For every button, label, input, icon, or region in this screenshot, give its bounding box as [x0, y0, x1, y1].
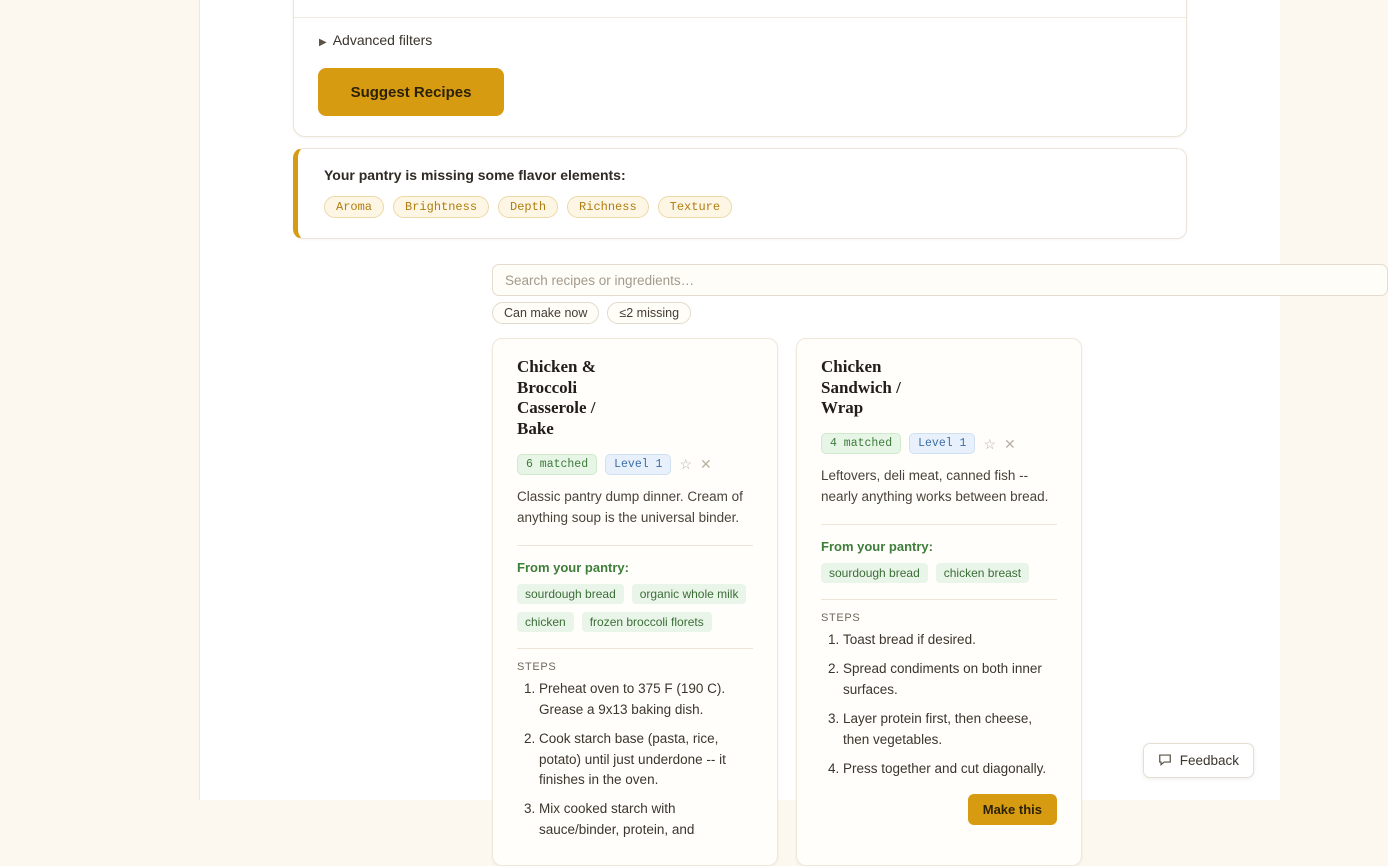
level-badge: Level 1 — [605, 454, 671, 475]
recipe-title: Chicken Sandwich / Wrap — [821, 357, 901, 418]
feedback-button[interactable] — [1143, 743, 1254, 778]
recipe-card[interactable] — [796, 338, 1082, 866]
pantry-tag-list — [821, 563, 1057, 583]
pantry-tag: organic whole milk — [632, 584, 747, 604]
steps-list — [517, 679, 753, 841]
main-content — [200, 0, 1280, 838]
suggest-recipes-button[interactable]: Suggest Recipes — [318, 68, 504, 116]
flavor-chip[interactable]: Texture — [658, 196, 732, 218]
filter-pill-max-two-missing[interactable]: ≤2 missing — [607, 302, 691, 324]
flavor-chip[interactable]: Depth — [498, 196, 558, 218]
recipe-description: Classic pantry dump dinner. Cream of anything soup is the universal binder. — [517, 488, 743, 525]
step-item: 3. Mix cooked starch with sauce/binder, protein, and — [539, 799, 753, 841]
close-icon[interactable]: ✕ — [700, 456, 712, 473]
step-item: 4. Press together and cut diagonally. — [843, 759, 1057, 780]
flavor-chip[interactable]: Aroma — [324, 196, 384, 218]
recipe-card-header — [517, 357, 753, 475]
suggest-form-card — [293, 0, 1187, 137]
recipe-title: Chicken & Broccoli Casserole / Bake — [517, 357, 596, 439]
filter-pill-can-make-now[interactable]: Can make now — [492, 302, 599, 324]
step-item: 2. Spread condiments on both inner surfaces. — [843, 659, 1057, 701]
page-left-margin — [0, 0, 200, 800]
step-item: 2. Cook starch base (pasta, rice, potato) until just underdone -- it finishes in the oven. — [539, 729, 753, 792]
step-item: 1. Toast bread if desired. — [843, 630, 1057, 651]
pantry-tag: sourdough bread — [517, 584, 624, 604]
star-icon[interactable]: ☆ — [983, 435, 996, 452]
pantry-label: From your pantry: — [821, 524, 1057, 554]
speech-bubble-icon — [1158, 752, 1172, 769]
missing-flavors-banner — [293, 148, 1187, 239]
pantry-tag: chicken breast — [936, 563, 1029, 583]
recipe-card-list — [492, 338, 1082, 866]
feedback-label: Feedback — [1179, 753, 1239, 768]
advanced-filters-toggle[interactable] — [294, 17, 1186, 48]
recipe-card-header — [821, 357, 1057, 454]
step-item: 3. Layer protein first, then cheese, then vegetables. — [843, 709, 1057, 751]
level-badge: Level 1 — [909, 433, 975, 454]
flavor-chip[interactable]: Brightness — [393, 196, 489, 218]
pantry-tag: sourdough bread — [821, 563, 928, 583]
close-icon[interactable]: ✕ — [1004, 435, 1016, 452]
matched-badge: 6 matched — [517, 454, 597, 475]
banner-title: Your pantry is missing some flavor elements: — [324, 167, 626, 183]
recipe-card[interactable] — [492, 338, 778, 866]
flavor-chip-list — [324, 196, 1162, 218]
chevron-right-icon: ▶ — [319, 37, 327, 48]
pantry-tag: frozen broccoli florets — [582, 612, 712, 632]
matched-badge: 4 matched — [821, 433, 901, 454]
steps-label: STEPS — [517, 648, 753, 673]
flavor-chip[interactable]: Richness — [567, 196, 649, 218]
steps-label: STEPS — [821, 599, 1057, 624]
steps-list — [821, 630, 1057, 780]
filter-pill-group — [492, 302, 691, 324]
step-item: 1. Preheat oven to 375 F (190 C). Grease a 9x13 baking dish. — [539, 679, 753, 721]
recipe-badges — [821, 429, 1016, 454]
advanced-filters-label: Advanced filters — [332, 32, 433, 48]
make-this-button[interactable]: Make this — [968, 794, 1057, 825]
pantry-label: From your pantry: — [517, 545, 753, 575]
recipe-description: Leftovers, deli meat, canned fish -- nearly anything works between bread. — [821, 468, 1049, 505]
recipe-badges — [517, 450, 712, 475]
star-icon[interactable]: ☆ — [679, 456, 692, 473]
pantry-tag-list — [517, 584, 753, 632]
search-input[interactable] — [492, 264, 1388, 296]
pantry-tag: chicken — [517, 612, 574, 632]
